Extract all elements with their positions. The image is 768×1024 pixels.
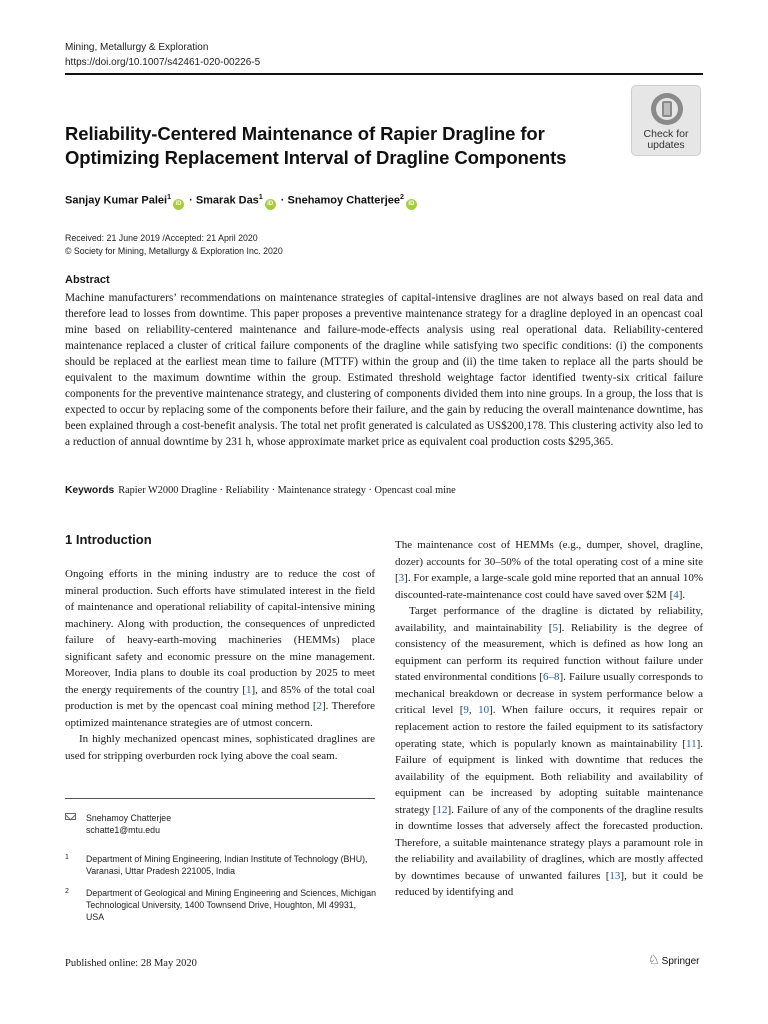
citation-link[interactable]: 2 [316,700,322,713]
article-dates [65,232,283,258]
published-online: Published online: 28 May 2020 [65,958,197,969]
citation-link[interactable]: 1 [246,683,252,696]
doi-link[interactable]: https://doi.org/10.1007/s42461-020-00226-5 [65,57,261,68]
citation-link[interactable]: 13 [609,869,621,882]
author-affiliation-mark: 1 [167,194,172,201]
abstract-text: Machine manufacturers’ recommendations on maintenance strategies of capital-intensive draglines are not always based on real data and therefore lead to losses from downtime. This paper proposes a preventive maintenance strategy for a dragline deployed in an opencast coal mine based on reliability-centered maintenance and failure-mode-effects analysis using real operational data. Reliability-centered maintenance replaced a cluster of critical failure components of the dragline while satisfying two specific conditions: (i) the components should be replaced at the earliest mean time to failure (MTTF) within the group and (ii) the time taken to replace all the parts should be equivalent to the maximum downtime within the group. Estimated threshold weightage factor identified twenty-six critical failure components for the preventive maintenance strategy, and clustering of components divided them into nine groups. In a group, the loss that is expected to occur by replacing some of the components before their failure, and the gain by reducing the overall maintenance downtime, has been explained through a cost-benefit analysis. The total net profit generated is calculated as US$200,178. This clustering activity also led to a reduction of annual downtime by 231 h, whose approximate market price as equivalent coal production costs $295,365. [65,292,703,448]
citation-link[interactable]: 12 [436,803,448,816]
citation-link[interactable]: 3 [398,572,405,585]
affiliation-number: 1 [65,854,69,861]
copyright-line: © Society for Mining, Metallurgy & Exploration Inc. 2020 [65,246,283,256]
author-list [65,190,419,210]
orcid-icon[interactable]: iD [173,199,184,210]
journal-name: Mining, Metallurgy & Exploration [65,42,209,53]
check-for-updates-label: Check for updates [643,128,689,151]
envelope-icon [65,813,76,820]
author-name[interactable]: Smarak Das [195,194,259,207]
article-title: Reliability-Centered Maintenance of Rapier Dragline for Optimizing Replacement Interval of Dragline Components [65,123,567,168]
citation-link[interactable]: 11 [685,737,697,750]
received-accepted: Received: 21 June 2019 /Accepted: 21 April 2020 [65,233,258,243]
section-heading-introduction: 1 Introduction [65,532,152,547]
author-name[interactable]: Snehamoy Chatterjee [287,194,400,207]
author-separator: · [280,194,285,207]
footnote-rule [65,798,375,799]
citation-link[interactable]: 9 [463,704,469,717]
check-for-updates-button[interactable] [631,85,701,156]
author-affiliation-mark: 2 [400,194,404,201]
affiliation-1: Department of Mining Engineering, Indian Institute of Technology (BHU), Varanasi, Uttar Pradesh 221005, India [86,854,368,876]
author-name[interactable]: Sanjay Kumar Palei [65,194,168,207]
check-for-updates-icon [649,91,685,127]
affiliation-2: Department of Geological and Mining Engineering and Sciences, Michigan Technological University, 1400 Townsend Drive, Houghton, MI 49931, USA [86,888,376,922]
orcid-icon[interactable]: iD [406,199,417,210]
corresponding-email[interactable]: schatte1@mtu.edu [86,825,160,835]
citation-link[interactable]: 5 [552,621,558,634]
intro-column-left [65,566,375,765]
citation-link[interactable]: 4 [673,588,679,601]
journal-header [65,40,260,70]
abstract-heading: Abstract [65,274,110,286]
paragraph: In highly mechanized opencast mines, sophisticated draglines are used for stripping overburden rock lying above the coal seam. [65,733,375,763]
author-separator: · [189,194,193,207]
header-rule [65,73,703,75]
citation-link[interactable]: 6–8 [543,671,560,684]
springer-horse-icon: ♘ [648,952,660,967]
citation-link[interactable]: 10 [478,704,490,717]
keywords-heading: Keywords [65,485,115,496]
affiliation-number: 2 [65,888,69,895]
paragraph: The maintenance cost of HEMMs (e.g., dumper, shovel, dragline, dozer) accounts for 30–50% of the total operating cost of a mine site [3]. For example, a large-scale gold mine reported that an annual 10% discounted-rate-maintenance cost could have saved over $2M [4]. [395,539,703,601]
orcid-icon[interactable]: iD [265,199,276,210]
paragraph: Ongoing efforts in the mining industry are to reduce the cost of mineral production. Such efforts have stimulated interest in the field of maintenance and operational reliability of capital-intensive mining machinery. Along with production, the consequences of unpredicted failure of heavy-earth-moving machineries (HEMMs) place significant safety and economic pressure on the mine management. Moreover, India plans to double its coal production by 2025 to meet the energy requirements of the country [1], and 85% of the total coal production is met by the opencast coal mining method [2]. Therefore optimized maintenance strategies are of utmost concern. [65,568,375,729]
publisher-logo [648,952,699,968]
keywords [65,484,456,498]
author-affiliation-mark: 1 [258,194,263,201]
publisher-name: Springer [661,956,700,967]
paragraph: Target performance of the dragline is dictated by reliability, availability, and maintainability [5]. Reliability is the degree of consistency of the measurement, which is defined as how long an equipment can perform its required function without failure under stated environmental conditions [6–8]. Failure usually corresponds to mechanical breakdown or decrease in system performance below a critical level [9, 10]. When failure occurs, it requires repair or replacement action to restore the failed equipment to its satisfactory operating state, which is popularly known as maintainability [11]. Failure of equipment is linked with downtime that reduces the availability of the equipment. Both reliability and availability of equipment can be increased by adopting suitable maintenance strategy [12]. Failure of any of the components of the dragline results in downtime losses that adversely affect the forecasted production. Therefore, a suitable maintenance strategy plays a paramount role in the reliability and availability of draglines, which are mostly affected by downtimes because of unwanted failures [13], but it could be reduced by identifying and [395,605,704,899]
corresponding-author: Snehamoy Chatterjee [86,813,172,823]
intro-column-right [395,537,703,901]
keywords-list: Rapier W2000 Dragline · Reliability · Maintenance strategy · Opencast coal mine [118,485,456,496]
